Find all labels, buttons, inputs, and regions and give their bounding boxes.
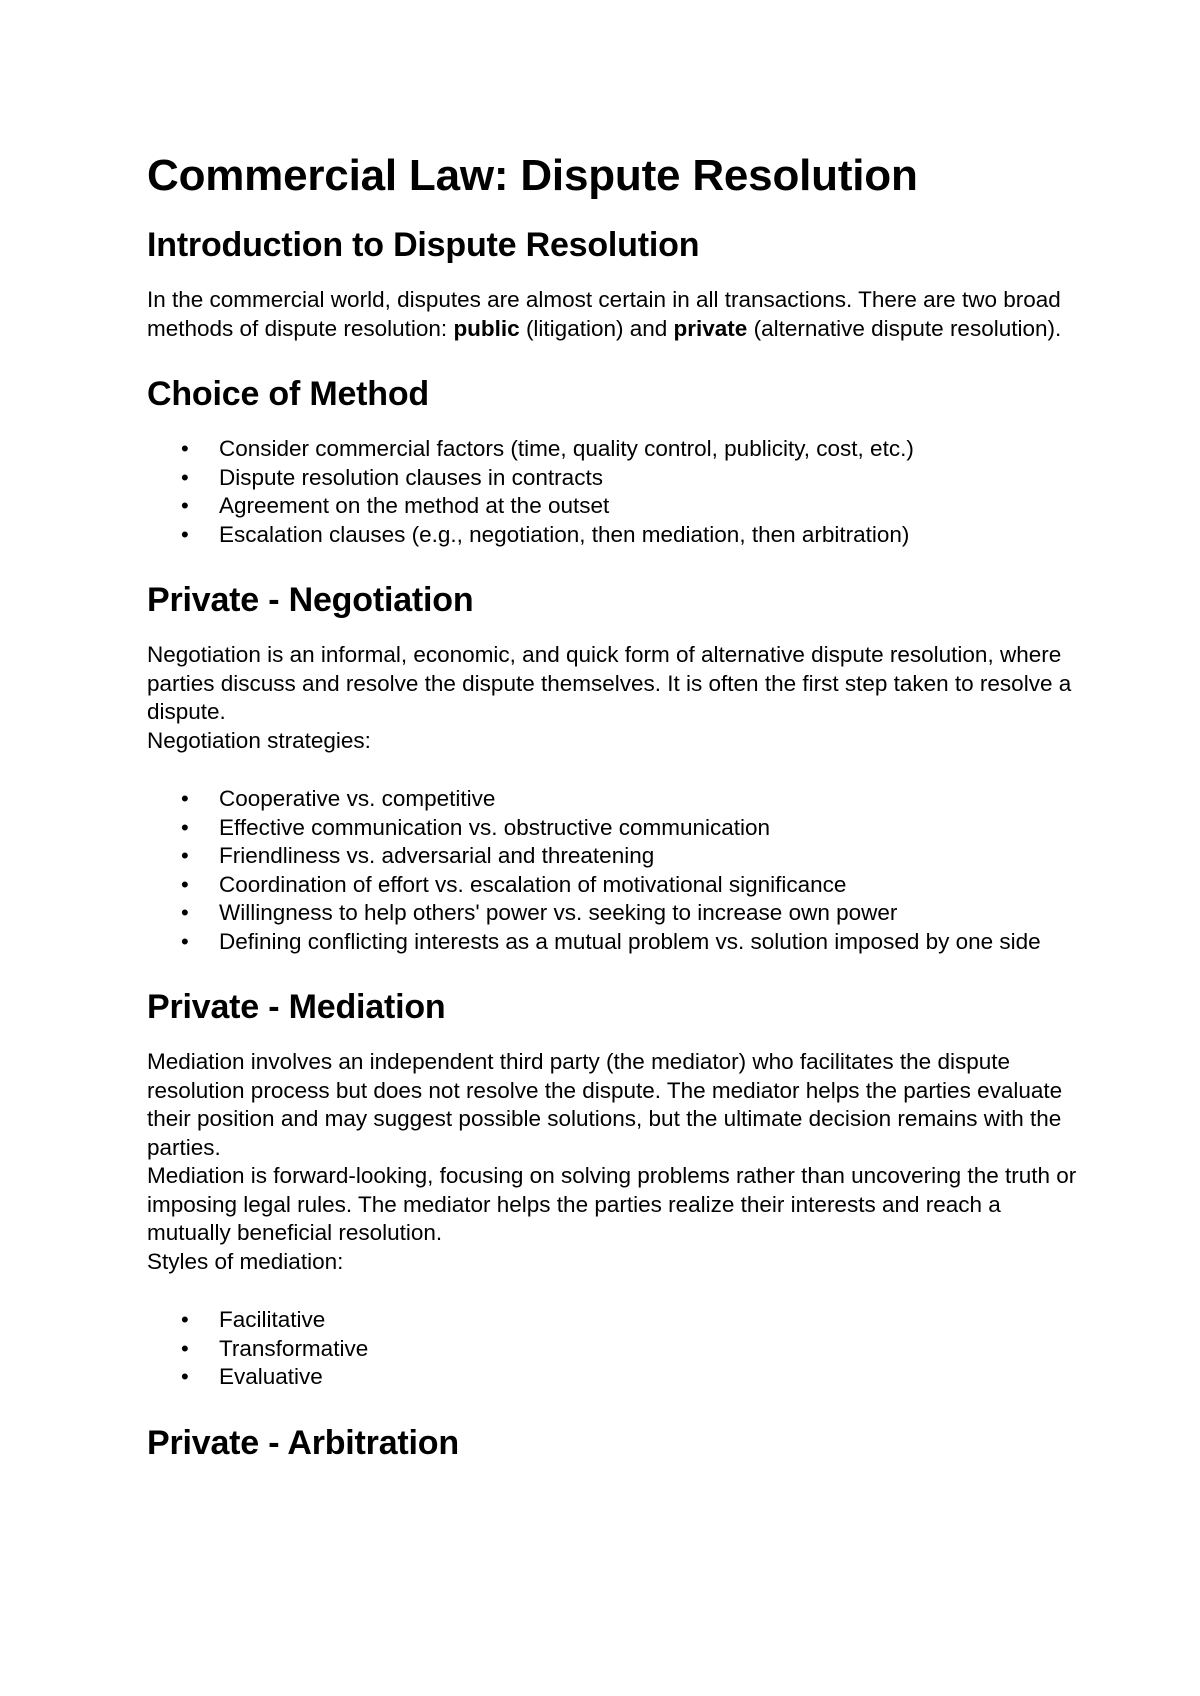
- intro-bold-private: private: [673, 315, 748, 341]
- section-heading-mediation: Private - Mediation: [147, 988, 446, 1026]
- choice-of-method-list: [147, 435, 1077, 549]
- negotiation-paragraph-block: [147, 641, 1077, 755]
- intro-text-1: In the commercial world, disputes are almost certain in all transactions. There are two broad methods of dispute resolution:: [147, 287, 1061, 341]
- intro-text-2: (litigation) and: [519, 315, 674, 341]
- list-item: • Escalation clauses (e.g., negotiation, then mediation, then arbitration): [219, 521, 1077, 550]
- list-item: • Transformative: [219, 1335, 1077, 1364]
- mediation-paragraph-block: [147, 1048, 1077, 1276]
- list-item: • Evaluative: [219, 1363, 1077, 1392]
- section-heading-introduction: Introduction to Dispute Resolution: [147, 226, 700, 264]
- negotiation-strategies-list: [147, 785, 1077, 956]
- list-item: • Agreement on the method at the outset: [219, 492, 1077, 521]
- mediation-paragraph-1: Mediation involves an independent third party (the mediator) who facilitates the dispute resolution process but does not resolve the dispute. The mediator helps the parties evaluate their position and may suggest possible solutions, but the ultimate decision remains with the parties.: [147, 1049, 1063, 1160]
- document-page: [147, 150, 1077, 1484]
- list-item: • Willingness to help others' power vs. seeking to increase own power: [219, 899, 1077, 928]
- negotiation-strategies-label: Negotiation strategies:: [147, 727, 371, 753]
- list-item: • Coordination of effort vs. escalation of motivational significance: [219, 871, 1077, 900]
- document-title: Commercial Law: Dispute Resolution: [147, 151, 918, 200]
- section-heading-negotiation: Private - Negotiation: [147, 581, 474, 619]
- list-item: • Cooperative vs. competitive: [219, 785, 1077, 814]
- intro-paragraph-block: [147, 286, 1077, 343]
- list-item: • Defining conflicting interests as a mutual problem vs. solution imposed by one side: [219, 928, 1077, 957]
- mediation-styles-list: [147, 1306, 1077, 1392]
- list-item: • Effective communication vs. obstructive communication: [219, 814, 1077, 843]
- intro-text-3: (alternative dispute resolution).: [747, 315, 1062, 341]
- mediation-styles-label: Styles of mediation:: [147, 1248, 344, 1274]
- mediation-paragraph-2: Mediation is forward-looking, focusing on solving problems rather than uncovering the truth or imposing legal rules. The mediator helps the parties realize their interests and reach a mutually beneficial resolution.: [147, 1163, 1077, 1245]
- intro-paragraph: [147, 286, 1077, 343]
- intro-bold-public: public: [453, 315, 520, 341]
- section-heading-arbitration: Private - Arbitration: [147, 1423, 459, 1462]
- section-heading-choice-of-method: Choice of Method: [147, 375, 429, 413]
- negotiation-paragraph: Negotiation is an informal, economic, and quick form of alternative dispute resolution, where parties discuss and resolve the dispute themselves. It is often the first step taken to resolve a dispute.: [147, 642, 1072, 724]
- list-item: • Dispute resolution clauses in contracts: [219, 464, 1077, 493]
- list-item: • Friendliness vs. adversarial and threatening: [219, 842, 1077, 871]
- list-item: • Consider commercial factors (time, quality control, publicity, cost, etc.): [219, 435, 1077, 464]
- list-item: • Facilitative: [219, 1306, 1077, 1335]
